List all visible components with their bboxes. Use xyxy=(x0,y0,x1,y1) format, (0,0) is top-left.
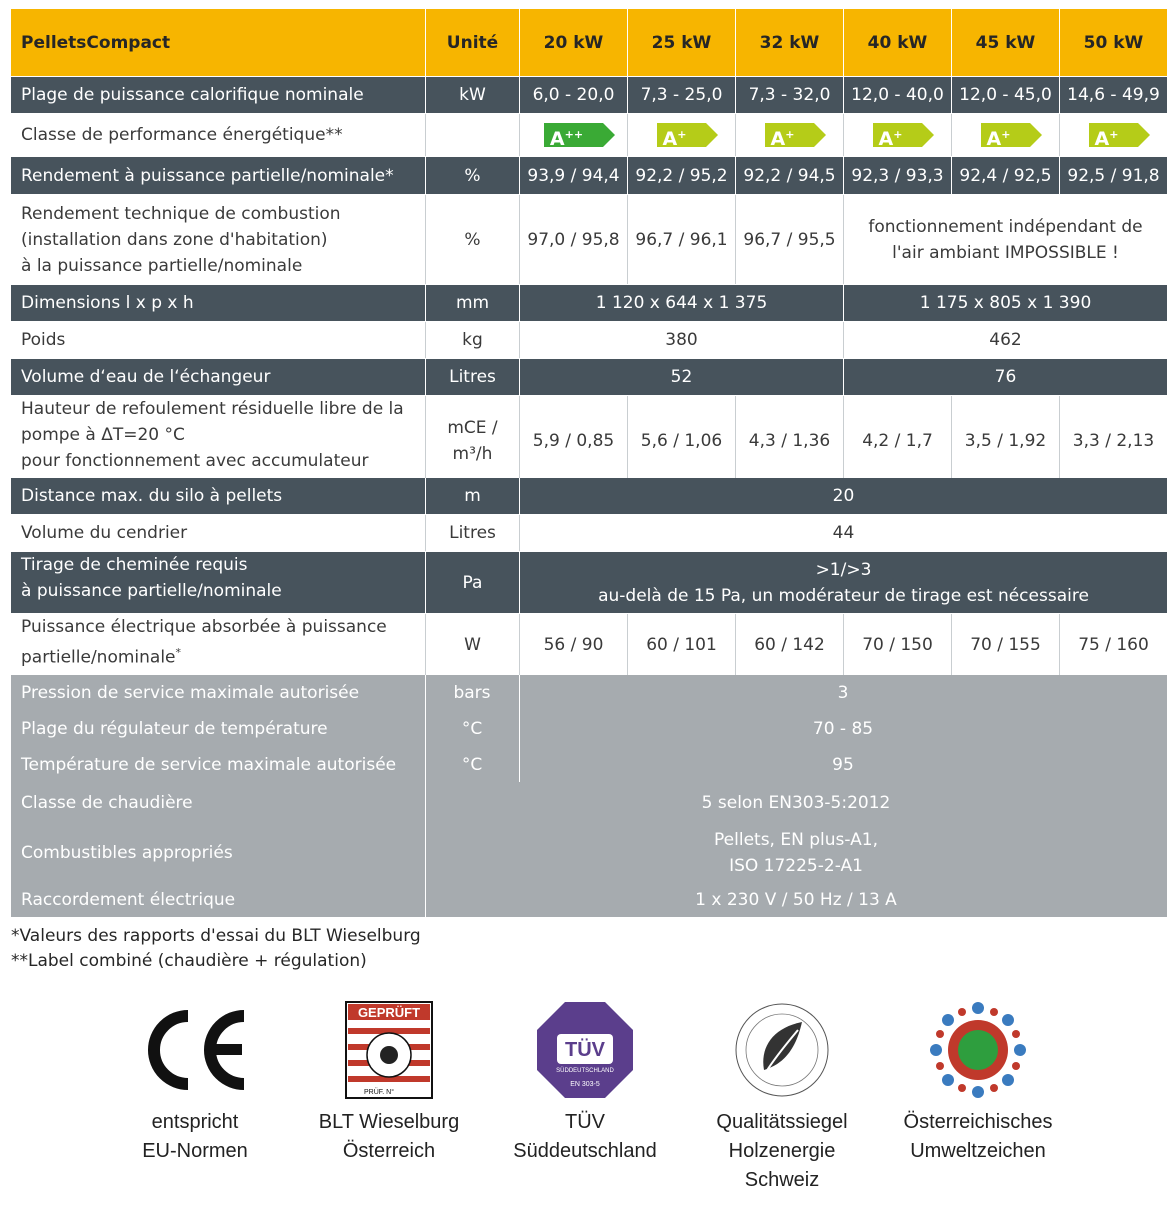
table-cell: 44 xyxy=(519,515,1167,551)
table-row xyxy=(11,322,1167,358)
svg-text:EN 303-5: EN 303-5 xyxy=(570,1081,600,1088)
table-header-row xyxy=(11,9,1167,76)
row-label-line: Rendement technique de combustion xyxy=(21,203,341,224)
row-label: Poids xyxy=(21,330,66,350)
table-cell: 70 / 150 xyxy=(843,614,951,675)
energy-class-badge: A+ xyxy=(657,123,707,147)
table-row xyxy=(11,396,1167,486)
row-unit: Litres xyxy=(425,515,519,551)
row-label-line: Puissance électrique absorbée à puissance xyxy=(21,617,387,637)
row-label-line: Hauteur de refoulement résiduelle libre de la xyxy=(21,399,404,419)
table-cell: 70 / 155 xyxy=(951,614,1059,675)
table-cell: 92,3 / 93,3 xyxy=(843,157,951,194)
ce-mark-icon xyxy=(110,1000,280,1100)
table-cell: 52 xyxy=(519,359,843,395)
table-cell: 20 xyxy=(519,478,1167,514)
row-label: Pression de service maximale autorisée xyxy=(21,683,360,703)
cert-caption-line: Österreichisches xyxy=(903,1111,1053,1133)
row-label xyxy=(11,614,425,675)
table-cell: 5,9 / 0,85 xyxy=(519,396,627,486)
row-unit: W xyxy=(425,614,519,675)
row-label: Plage de puissance calorifique nominale xyxy=(21,85,364,105)
model-header-40: 40 kW xyxy=(843,9,951,76)
table-cell: 92,5 / 91,8 xyxy=(1059,157,1167,194)
table-row xyxy=(11,478,1167,514)
row-label: Classe de chaudière xyxy=(21,793,193,813)
footnote: *Valeurs des rapports d'essai du BLT Wieselburg xyxy=(11,926,421,946)
row-label-line: à puissance partielle/nominale xyxy=(21,581,282,601)
model-header-32: 32 kW xyxy=(735,9,843,76)
table-cell: 1 x 230 V / 50 Hz / 13 A xyxy=(695,890,897,910)
row-label: Raccordement électrique xyxy=(21,890,236,910)
table-cell: 1 175 x 805 x 1 390 xyxy=(843,285,1167,321)
energy-class-badge: A+ xyxy=(873,123,923,147)
table-cell xyxy=(519,552,1167,613)
energy-label-cell xyxy=(951,114,1059,156)
table-cell: 5 selon EN303-5:2012 xyxy=(701,793,891,813)
table-cell: 70 - 85 xyxy=(812,719,874,739)
row-label-line: pompe à ΔT=20 °C xyxy=(21,425,185,445)
cert-ce xyxy=(110,1000,280,1166)
row-unit: % xyxy=(425,157,519,194)
table-cell: 7,3 - 32,0 xyxy=(735,77,843,113)
table-cell: 380 xyxy=(519,322,843,358)
row-label-line: à la puissance partielle/nominale xyxy=(21,255,303,276)
row-label-line: Tirage de cheminée requis xyxy=(21,555,248,575)
grey-section xyxy=(11,675,1167,917)
row-label: Température de service maximale autorisée xyxy=(21,755,397,775)
energy-class-badge: A+ xyxy=(981,123,1031,147)
table-cell: 3 xyxy=(837,683,849,703)
value-line: >1/>3 xyxy=(815,559,872,580)
table-cell: 97,0 / 95,8 xyxy=(519,195,627,284)
cert-caption-line: Umweltzeichen xyxy=(910,1140,1046,1162)
cert-caption-line: TÜV xyxy=(565,1111,605,1133)
table-cell: 12,0 - 45,0 xyxy=(951,77,1059,113)
table-cell: 462 xyxy=(843,322,1167,358)
holzenergie-seal-icon xyxy=(697,1000,867,1100)
energy-label-cell xyxy=(1059,114,1167,156)
row-label: Rendement à puissance partielle/nominale* xyxy=(21,165,394,186)
energy-class-badge: A+ xyxy=(765,123,815,147)
row-unit: °C xyxy=(461,719,483,739)
table-cell: 75 / 160 xyxy=(1059,614,1167,675)
table-cell: 5,6 / 1,06 xyxy=(627,396,735,486)
row-unit: Pa xyxy=(425,552,519,613)
table-cell xyxy=(425,823,1167,883)
table-cell: 6,0 - 20,0 xyxy=(519,77,627,113)
cert-umweltzeichen xyxy=(893,1000,1063,1166)
svg-text:GEPRÜFT: GEPRÜFT xyxy=(357,1005,421,1020)
cert-caption-line: EU-Normen xyxy=(142,1140,248,1162)
energy-class-badge: A++ xyxy=(544,123,603,147)
table-cell: 1 120 x 644 x 1 375 xyxy=(519,285,843,321)
row-unit: °C xyxy=(461,755,483,775)
row-label: Volume d‘eau de l‘échangeur xyxy=(21,367,271,387)
table-cell-note xyxy=(843,195,1167,284)
row-label: Combustibles appropriés xyxy=(21,843,233,863)
table-row xyxy=(11,552,1167,613)
energy-label-cell xyxy=(735,114,843,156)
energy-label-cell xyxy=(519,114,627,156)
table-cell: 3,5 / 1,92 xyxy=(951,396,1059,486)
energy-label-cell xyxy=(843,114,951,156)
row-unit: kW xyxy=(425,77,519,113)
cert-tuv xyxy=(500,1000,670,1166)
row-unit: bars xyxy=(453,683,491,703)
table-cell: 96,7 / 95,5 xyxy=(735,195,843,284)
note-line: fonctionnement indépendant de xyxy=(868,216,1143,237)
energy-label-cell xyxy=(627,114,735,156)
svg-text:TÜV: TÜV xyxy=(565,1039,605,1061)
table-row xyxy=(11,515,1167,551)
table-cell: 7,3 - 25,0 xyxy=(627,77,735,113)
row-unit xyxy=(425,396,519,486)
table-cell: 12,0 - 40,0 xyxy=(843,77,951,113)
cert-caption-line: Österreich xyxy=(342,1140,436,1162)
row-unit: kg xyxy=(425,322,519,358)
table-row xyxy=(11,77,1167,113)
table-cell: 4,3 / 1,36 xyxy=(735,396,843,486)
cert-caption-line: Holzenergie xyxy=(728,1140,836,1162)
cert-caption-line: entspricht xyxy=(151,1111,239,1133)
table-row xyxy=(11,359,1167,395)
cert-blt xyxy=(304,1000,474,1166)
table-cell: 92,2 / 94,5 xyxy=(735,157,843,194)
table-cell: 56 / 90 xyxy=(519,614,627,675)
row-label: Classe de performance énergétique** xyxy=(21,125,343,145)
note-line: l'air ambiant IMPOSSIBLE ! xyxy=(892,242,1119,263)
table-row xyxy=(11,114,1167,156)
tuv-badge-icon xyxy=(500,1000,670,1100)
row-label xyxy=(11,195,425,284)
cert-caption-line: Süddeutschland xyxy=(513,1140,657,1162)
cert-holzenergie xyxy=(697,1000,867,1195)
blt-badge-icon xyxy=(304,1000,474,1100)
table-row xyxy=(11,614,1167,675)
svg-text:SÜDDEUTSCHLAND: SÜDDEUTSCHLAND xyxy=(556,1068,614,1074)
table-row xyxy=(11,195,1167,284)
value-line: au-delà de 15 Pa, un modérateur de tirage est nécessaire xyxy=(598,585,1089,606)
model-header-45: 45 kW xyxy=(951,9,1059,76)
row-label: Dimensions l x p x h xyxy=(21,293,194,313)
table-cell: 60 / 142 xyxy=(735,614,843,675)
row-unit: mm xyxy=(425,285,519,321)
table-cell: 96,7 / 96,1 xyxy=(627,195,735,284)
footnote: **Label combiné (chaudière + régulation) xyxy=(11,951,367,971)
model-header-20: 20 kW xyxy=(519,9,627,76)
row-label: Distance max. du silo à pellets xyxy=(21,486,283,506)
row-label: Plage du régulateur de température xyxy=(21,719,328,739)
table-cell: 4,2 / 1,7 xyxy=(843,396,951,486)
row-unit: % xyxy=(425,195,519,284)
cert-caption-line: Schweiz xyxy=(744,1169,820,1191)
table-cell: 92,4 / 92,5 xyxy=(951,157,1059,194)
unit-header: Unité xyxy=(425,9,519,76)
table-cell: 92,2 / 95,2 xyxy=(627,157,735,194)
table-cell: 60 / 101 xyxy=(627,614,735,675)
cert-caption-line: BLT Wieselburg xyxy=(318,1111,460,1133)
energy-class-badge: A+ xyxy=(1089,123,1139,147)
cert-caption-line: Qualitätssiegel xyxy=(716,1111,848,1133)
row-unit: Litres xyxy=(425,359,519,395)
table-row xyxy=(11,157,1167,194)
value-line: ISO 17225-2-A1 xyxy=(729,856,863,876)
unit-line: m³/h xyxy=(452,444,493,464)
row-label-line: partielle/nominale* xyxy=(21,646,182,668)
table-cell: 3,3 / 2,13 xyxy=(1059,396,1167,486)
row-label: Volume du cendrier xyxy=(21,523,188,543)
table-row xyxy=(11,285,1167,321)
row-label-line: pour fonctionnement avec accumulateur xyxy=(21,451,369,471)
model-header-50: 50 kW xyxy=(1059,9,1167,76)
table-cell: 76 xyxy=(843,359,1167,395)
table-cell: 93,9 / 94,4 xyxy=(519,157,627,194)
row-label-line: (installation dans zone d'habitation) xyxy=(21,229,328,250)
value-line: Pellets, EN plus-A1, xyxy=(714,830,878,850)
table-cell: 14,6 - 49,9 xyxy=(1059,77,1167,113)
product-name: PelletsCompact xyxy=(21,32,171,53)
svg-text:PRÜF. N°: PRÜF. N° xyxy=(364,1089,395,1096)
row-unit xyxy=(425,114,519,156)
unit-line: mCE / xyxy=(447,418,498,438)
row-label xyxy=(11,552,425,613)
table-cell: 95 xyxy=(832,755,854,775)
footnotes xyxy=(11,924,421,974)
umweltzeichen-icon xyxy=(893,1000,1063,1100)
row-label xyxy=(11,396,425,486)
row-unit: m xyxy=(425,478,519,514)
model-header-25: 25 kW xyxy=(627,9,735,76)
